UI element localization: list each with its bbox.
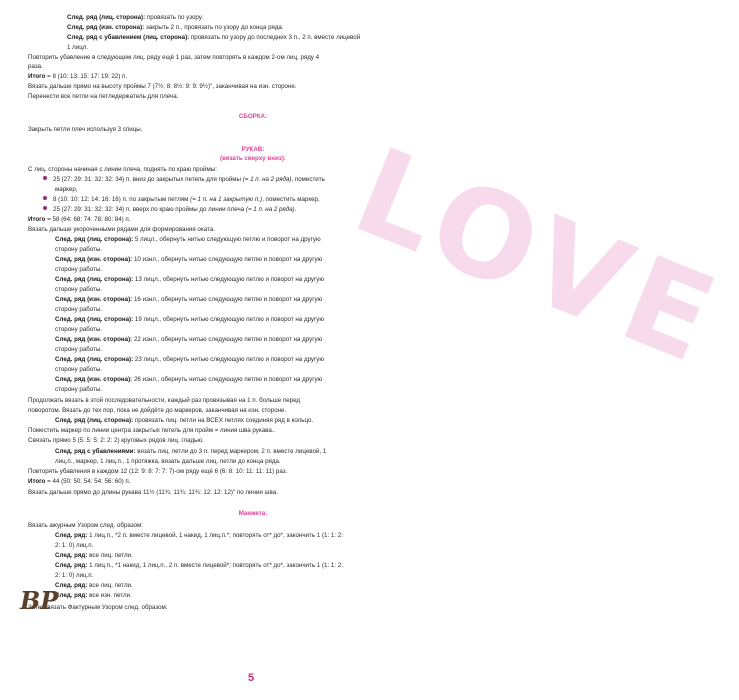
text-span: закрыть 2 п., провязать по узору до конца ряда. [144, 24, 284, 31]
text-line [55, 386, 102, 395]
text-line [55, 316, 324, 325]
text-span: 2: 1: 0) лиц.п. [55, 572, 94, 579]
text-line [55, 552, 133, 561]
text-span: Вязать дальше прямо до длины рукава 11½ (11¾: 11¾: 11¾: 12: 12: 12)" по линии шва. [28, 489, 278, 496]
text-span: , поместить маркер, [262, 196, 320, 203]
bold-label: След. ряд (лиц. сторона): [55, 356, 134, 363]
text-span: 16 изнл., обернуть нитью следующую петлю и поворот на другую [132, 296, 323, 303]
text-line [55, 346, 102, 355]
text-line [55, 356, 324, 365]
heading-text: РУКАВ: [241, 146, 265, 153]
text-span: 26 изнл., обернуть нитью следующую петлю и поворот на другую [132, 376, 323, 383]
text-span: провязать по узору. [145, 14, 203, 21]
text-line [28, 93, 178, 102]
text-line [55, 417, 313, 426]
text-line [28, 522, 143, 531]
text-span: все лиц. петли. [87, 552, 133, 559]
text-line [55, 582, 133, 591]
text-line [28, 126, 142, 135]
text-span: Связать прямо 5 (5: 5: 5: 2: 2: 2) круговых рядов лиц. гладью. [28, 437, 204, 444]
text-span: Затем вязать Фактурным Узором след. образом: [28, 604, 168, 611]
text-line [67, 24, 284, 33]
text-line [55, 306, 102, 315]
text-span: = 44 (50: 50: 54: 54: 56: 60) п. [45, 478, 131, 485]
text-span: = 8 (10: 13: 15: 17: 19: 22) п. [45, 73, 128, 80]
text-span: сторону работы. [55, 326, 103, 333]
text-line [55, 366, 102, 375]
watermark: LOVE [336, 122, 739, 393]
text-span: 19 лицл., обернуть нитью следующую петлю и поворот на другую [133, 316, 325, 323]
text-line [55, 276, 324, 285]
text-span: 1 лицл. [67, 44, 89, 51]
text-span: провязать по узору до последних 3 п., 2 п. вместе лицевой [189, 34, 361, 41]
bold-label: След. ряд (лиц. сторона): [55, 316, 134, 323]
text-span: 13 лицл., обернуть нитью следующую петлю и поворот на другую [133, 276, 325, 283]
text-line [28, 427, 275, 436]
text-line [28, 166, 217, 175]
text-span: = 58 (64: 68: 74: 78: 80: 84) п. [45, 216, 131, 223]
bold-label: След. ряд (изн. сторона): [55, 336, 133, 343]
text-line [28, 63, 43, 72]
text-span: сторону работы. [55, 346, 103, 353]
bold-label: След. ряд (лиц. сторона): [67, 14, 146, 21]
text-span: Поместить маркер по линии центра закрытых петель для пройм = линия шва рукава.. [28, 427, 276, 434]
bold-label: След. ряд (лиц. сторона): [55, 276, 134, 283]
bold-label: След. ряд с убавлением (лиц. сторона): [67, 34, 190, 41]
bold-label: След. ряд: [55, 562, 88, 569]
text-line [67, 44, 88, 53]
text-span: С лиц. стороны начиная с линии плеча, поднять по краю проймы: [28, 166, 217, 173]
text-line [55, 532, 343, 541]
bold-label: След. ряд: [55, 552, 88, 559]
text-line [55, 448, 326, 457]
text-line [55, 336, 322, 345]
section-heading [0, 113, 506, 122]
text-line [55, 542, 93, 551]
text-line [28, 83, 297, 92]
text-line [55, 376, 322, 385]
bold-label: Итого [28, 73, 46, 80]
text-span: Вязать дальше укороченными рядами для формирования оката. [28, 226, 215, 233]
bold-label: След. ряд: [55, 592, 88, 599]
heading-text: СБОРКА: [238, 113, 268, 120]
text-line [28, 226, 215, 235]
text-span: все изн. петли. [87, 592, 132, 599]
bold-label: След. ряд: [55, 532, 88, 539]
text-span: сторону работы. [55, 366, 103, 373]
text-span: провязать лиц. петли на ВСЕХ петлях соединяя ряд в кольцо. [133, 417, 314, 424]
text-line [55, 562, 343, 571]
bold-label: След. ряд (лиц. сторона): [55, 236, 134, 243]
bold-label: Итого [28, 216, 46, 223]
text-span: 10 изнл., обернуть нитью следующую петлю и поворот на другую [132, 256, 323, 263]
text-line [28, 468, 287, 477]
text-line [43, 176, 325, 185]
site-logo: BP [20, 586, 59, 615]
text-span: Вязать дальше прямо на высоту проймы 7 (7½: 8: 8½: 9: 9: 9½)", заканчивая на изн. стороне. [28, 83, 297, 90]
text-span: маркер, [55, 186, 78, 193]
text-span: 2: 1: 0) лиц.п. [55, 542, 94, 549]
heading-text: Манжета: [238, 510, 268, 517]
bold-label: След. ряд (изн. сторона): [67, 24, 145, 31]
bold-label: След. ряд (изн. сторона): [55, 256, 133, 263]
text-line [55, 296, 322, 305]
text-line [55, 286, 102, 295]
text-span: вязать лиц. петли до 3 п. перед маркером, 2 п. вместе лицевой, 1 [135, 448, 327, 455]
text-span: (= 1 п. на 1 закрытую п.) [190, 196, 263, 203]
text-line [55, 236, 321, 245]
text-span: лиц.п., маркер, 1 лиц.п., 1 протяжка, вязать дальше лиц. петли до конца ряда. [55, 458, 281, 465]
text-span: Вязать ажурным Узором след. образом: [28, 522, 143, 529]
section-heading [0, 146, 506, 155]
text-span: сторону работы. [55, 286, 103, 293]
text-line [55, 186, 78, 195]
text-line [55, 592, 132, 601]
text-span: 25 (27: 29: 31: 32: 32: 34) п. вверх по краю проймы до линии плеча [53, 206, 246, 213]
text-span: сторону работы. [55, 266, 103, 273]
bullet-icon [43, 206, 47, 210]
text-span: 5 лицл., обернуть нитью следующую петлю и поворот на другую [133, 236, 321, 243]
text-span: Повторить убавление в следующем лиц. ряду ещё 1 раз, затем повторять в каждом 2-ом лиц. ряду 4 [28, 54, 320, 61]
bold-label: Итого [28, 478, 46, 485]
text-line [28, 437, 204, 446]
text-span: все лиц. петли. [87, 582, 133, 589]
text-span: поворотом. Вязать до тех пор, пока не дойдёте до маркеров, заканчивая на изн. стороне. [28, 407, 287, 414]
text-span: 1 лиц.п., *1 накид, 1 лиц.п., 2 п. вместе лицевой*; повторять от* до*, закончить 1 (1: 1: 2: [87, 562, 343, 569]
text-span: Закрыть петли плеч используя 3 спицы. [28, 126, 143, 133]
text-span: 23 лицл., обернуть нитью следующую петлю и поворот на другую [133, 356, 325, 363]
text-line [43, 206, 296, 215]
text-line [28, 73, 127, 82]
text-span: (= 1 п. на 2 ряда) [242, 176, 292, 183]
text-line [55, 266, 102, 275]
section-heading [0, 155, 506, 164]
bold-label: След. ряд с убавлениями: [55, 448, 136, 455]
text-span: 1 лиц.п., *2 п. вместе лицевой, 1 накид, 1 лиц.п.*; повторять от* до*, закончить 1 (1: 1: 2: [87, 532, 343, 539]
text-line [55, 572, 93, 581]
text-line [28, 54, 319, 63]
text-line [55, 326, 102, 335]
bold-label: След. ряд (лиц. сторона): [55, 417, 134, 424]
text-span: Продолжать вязать в этой последовательности, каждый раз провязывая на 1 п. больше перед [28, 397, 301, 404]
page-number: 5 [248, 672, 255, 684]
bold-label: След. ряд (изн. сторона): [55, 376, 133, 383]
text-span: 8 (10: 10: 12: 14: 16: 16) п. по закрытым петлям [53, 196, 191, 203]
bullet-icon [43, 196, 47, 200]
text-span: (= 1 п. на 2 ряда) [245, 206, 295, 213]
text-line [67, 14, 203, 23]
text-span: сторону работы. [55, 306, 103, 313]
text-line [28, 397, 300, 406]
text-span: 25 (27: 29: 31: 32: 32: 34) п. вниз до закрытых петель для проймы [53, 176, 243, 183]
text-line [28, 407, 286, 416]
text-span: сторону работы. [55, 386, 103, 393]
bold-label: След. ряд: [55, 582, 88, 589]
text-line [55, 246, 102, 255]
text-line [28, 478, 131, 487]
section-heading [0, 510, 506, 519]
bullet-icon [43, 176, 47, 180]
text-span: Перенести все петли на петледержатель для плеча. [28, 93, 179, 100]
text-span: сторону работы. [55, 246, 103, 253]
heading-text: (вязать сверху вниз): [220, 155, 286, 162]
text-line [28, 489, 278, 498]
text-line [67, 34, 360, 43]
bold-label: След. ряд (изн. сторона): [55, 296, 133, 303]
text-span: Повторять убавления в каждом 12 (12: 9: 8: 7: 7: 7)-ом ряду ещё 6 (6: 8: 10: 11: 11: 11) раз. [28, 468, 288, 475]
text-line [43, 196, 320, 205]
text-span: . [294, 206, 297, 213]
text-span: раза. [28, 63, 43, 70]
text-span: 22 изнл., обернуть нитью следующую петлю и поворот на другую [132, 336, 323, 343]
text-line [28, 216, 131, 225]
text-line [55, 256, 322, 265]
text-line [55, 458, 281, 467]
text-span: , поместить [291, 176, 325, 183]
